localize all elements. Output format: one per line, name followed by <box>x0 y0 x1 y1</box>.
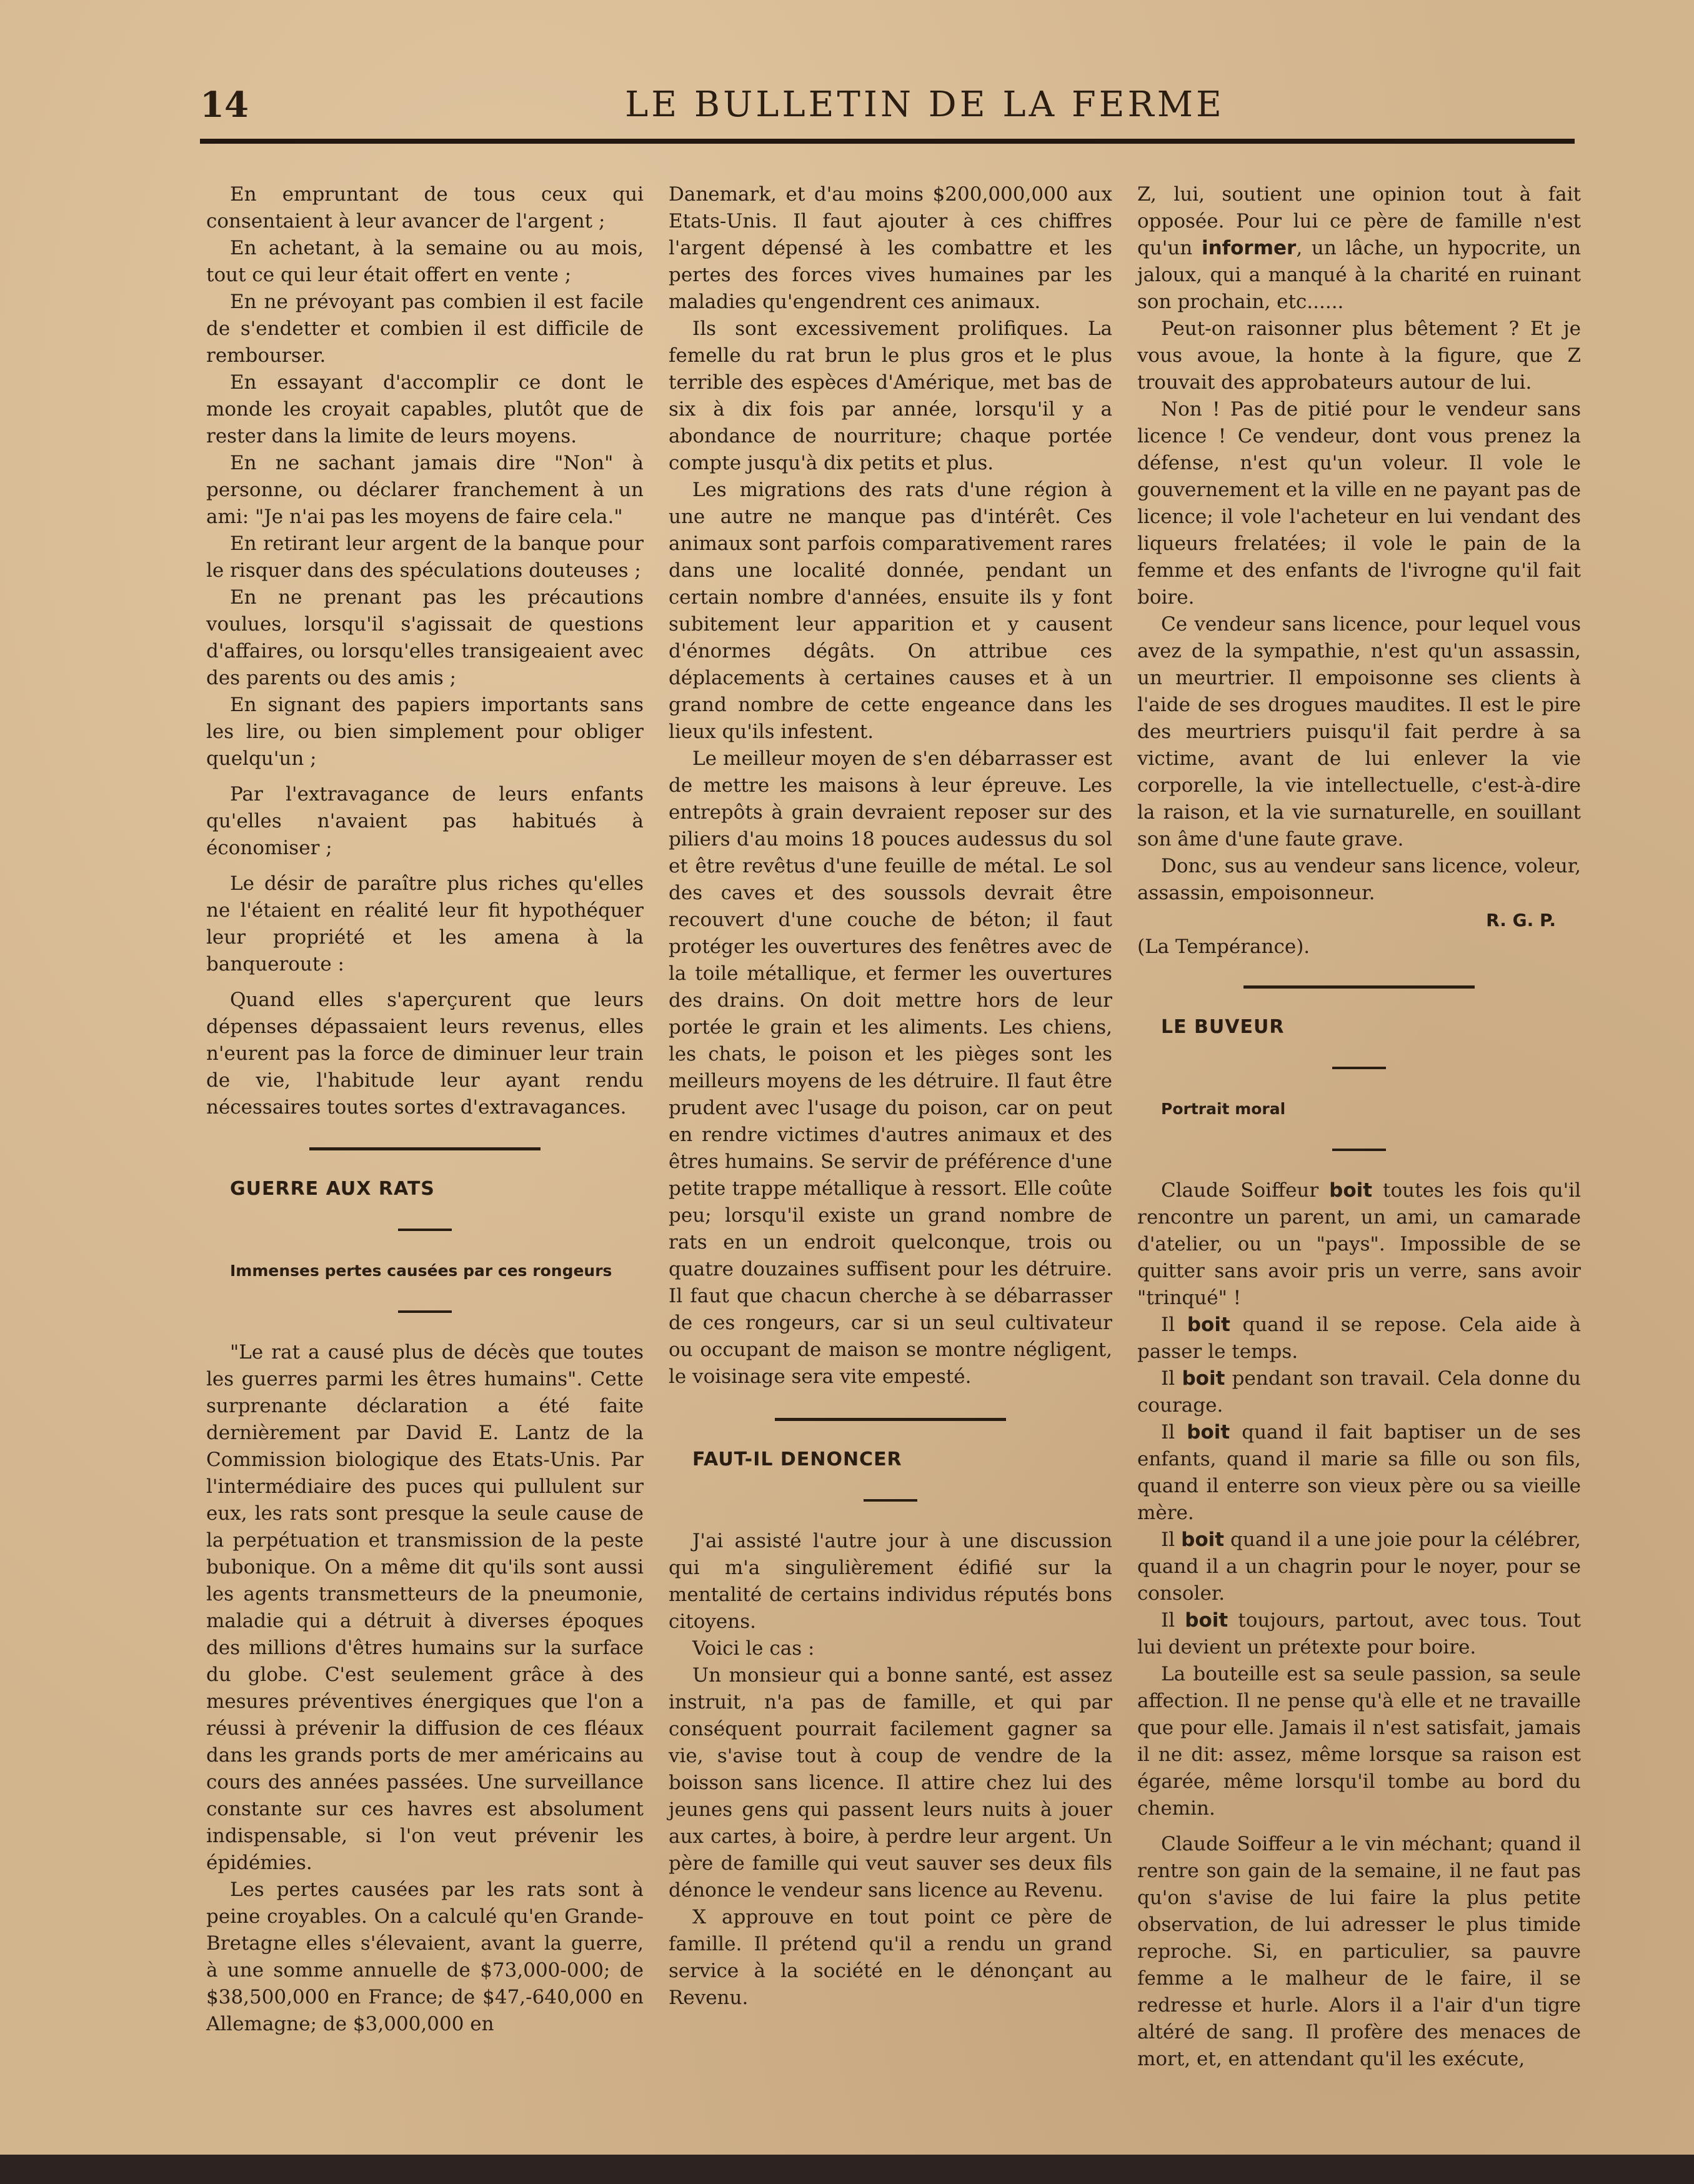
column-left <box>206 181 644 2038</box>
paragraph: En essayant d'accomplir ce dont le monde les croyait capables, plutôt que de rester dans la limite de leurs moyens. <box>206 371 644 447</box>
paragraph: En retirant leur argent de la banque pour le risquer dans des spéculations douteuses ; <box>206 532 644 582</box>
paragraph: Le désir de paraître plus riches qu'elles ne l'étaient en réalité leur fit hypothéquer leur propriété et les amena à la banqueroute : <box>206 872 644 975</box>
paragraph: Danemark, et d'au moins $200,000,000 aux Etats-Unis. Il faut ajouter à ces chiffres l'argent dépensé à les combattre et les pertes des forces vives humaines par les maladies qu'engendrent ces animaux. <box>669 183 1112 313</box>
subtitle-divider <box>398 1310 452 1313</box>
paragraph: Par l'extravagance de leurs enfants qu'elles n'avaient pas habitués à économiser ; <box>206 783 644 859</box>
paragraph: Un monsieur qui a bonne santé, est assez instruit, n'a pas de famille, et qui par conséquent pourrait facilement gagner sa vie, s'avise tout à coup de vendre de la boisson sans licence. Il attire chez lui des jeunes gens qui passent leurs nuits à jouer aux cartes, à boire, à perdre leur argent. Un père de famille qui veut sauver ses deux fils dénonce le vendeur sans licence au Revenu. <box>669 1664 1112 1902</box>
paragraph: Claude Soiffeur a le vin méchant; quand il rentre son gain de la semaine, il ne faut pas qu'on s'avise de lui faire la plus petite observation, de lui adresser le plus timide reproche. Si, en particulier, sa pauvre femme a le malheur de le faire, il se redresse et hurle. Alors il a l'air d'un tigre altéré de sang. Il profère des menaces de mort, et, en attendant qu'il les exécute, <box>1137 1833 1581 2070</box>
title-divider <box>398 1229 452 1231</box>
emphasis: boit <box>1187 1314 1230 1336</box>
text-run: pendant son travail. Cela donne du courage. <box>1137 1367 1582 1417</box>
text-run: Il <box>1161 1314 1187 1336</box>
section-divider <box>1243 985 1475 989</box>
paragraph: La bouteille est sa seule passion, sa seule affection. Il ne pense qu'à elle et ne travaille que pour elle. Jamais il n'est satisfait, jamais il ne dit: assez, même lorsque sa raison est égarée, même lorsqu'il tombe au bord du chemin. <box>1137 1663 1581 1820</box>
paragraph <box>1137 181 1581 316</box>
paragraph: X approuve en tout point ce père de famille. Il prétend qu'il a rendu un grand service à la société en le dénonçant au Revenu. <box>669 1906 1112 2009</box>
paragraph: En ne prévoyant pas combien il est facile de s'endetter et combien il est difficile de rembourser. <box>206 291 644 367</box>
paragraph: En signant des papiers importants sans les lire, ou bien simplement pour obliger quelqu'un ; <box>206 694 644 770</box>
paragraph: Les migrations des rats d'une région à une autre ne manque pas d'intérêt. Ces animaux sont parfois comparativement rares dans une localité donnée, pendant un certain nombre d'années, ensuite ils y font subitement leur apparition et y causent d'énormes dégâts. On attribue ces déplacements à certaines causes et à un grand nombre de cette engeance dans les lieux qu'ils infestent. <box>669 479 1112 743</box>
article-title-buveur: LE BUVEUR <box>1161 1016 1285 1038</box>
paragraph: Ils sont excessivement prolifiques. La femelle du rat brun le plus gros et le plus terrible des espèces d'Amérique, met bas de six à dix fois par année, lorsqu'il y a abondance de nourriture; chaque portée compte jusqu'à dix petits et plus. <box>669 317 1112 474</box>
emphasis: boit <box>1329 1179 1373 1202</box>
paragraph <box>1137 1177 1581 1312</box>
paragraph: En ne sachant jamais dire "Non" à personne, ou déclarer franchement à un ami: "Je n'ai pas les moyens de faire cela." <box>206 452 644 528</box>
page-header <box>200 84 1575 141</box>
paragraph <box>1137 1607 1581 1661</box>
emphasis: boit <box>1182 1367 1225 1390</box>
text-run: quand il a une joie pour la célébrer, quand il a un chagrin pour le noyer, pour se consoler. <box>1137 1528 1581 1605</box>
page-number: 14 <box>200 84 249 126</box>
paragraph <box>1137 1312 1581 1365</box>
column-middle <box>669 181 1112 2012</box>
text-run: Il <box>1161 1528 1182 1551</box>
text-run: toutes les fois qu'il rencontre un parent, un ami, un camarade d'atelier, ou un "pays". Impossible de se quitter sans avoir pris un verre, sans avoir "trinqué" ! <box>1137 1179 1581 1309</box>
paragraph <box>1137 1419 1581 1527</box>
paragraph: J'ai assisté l'autre jour à une discussion qui m'a singulièrement édifié sur la mentalité de certains individus réputés bons citoyens. <box>669 1530 1112 1633</box>
journal-title: LE BULLETIN DE LA FERME <box>625 84 1225 125</box>
paragraph: Voici le cas : <box>692 1637 815 1660</box>
text-run: , un lâche, un hypocrite, un jaloux, qui a manqué à la charité en ruinant son prochain, etc...... <box>1137 237 1581 313</box>
subtitle-divider <box>1332 1149 1386 1151</box>
paragraph: En ne prenant pas les précautions voulues, lorsqu'il s'agissait de questions d'affaires, ou lorsqu'elles transigeaient avec des parents ou des amis ; <box>206 586 644 689</box>
section-divider <box>775 1418 1006 1421</box>
article-subtitle-buveur: Portrait moral <box>1161 1100 1286 1118</box>
header-rule <box>200 139 1575 144</box>
page-bottom-edge <box>0 2155 1694 2184</box>
paragraph: En empruntant de tous ceux qui consentaient à leur avancer de l'argent ; <box>206 183 644 232</box>
text-run: Claude Soiffeur <box>1161 1179 1330 1202</box>
article-title-rats: GUERRE AUX RATS <box>230 1178 435 1200</box>
text-run: quand il fait baptiser un de ses enfants, quand il marie sa fille ou son fils, quand il enterre son vieux père ou sa vieille mère. <box>1137 1421 1582 1524</box>
text-run: toujours, partout, avec tous. Tout lui devient un prétexte pour boire. <box>1137 1609 1581 1658</box>
signature: R. G. P. <box>1486 910 1556 930</box>
article-title-denoncer: FAUT-IL DENONCER <box>692 1449 902 1470</box>
text-run: Z, lui, soutient une opinion tout à fait opposée. Pour lui ce père de famille n'est qu'un <box>1137 183 1581 259</box>
paragraph: Peut-on raisonner plus bêtement ? Et je vous avoue, la honte à la figure, que Z trouvait des approbateurs autour de lui. <box>1137 317 1581 394</box>
section-divider <box>309 1147 541 1150</box>
paragraph <box>1137 1527 1581 1607</box>
emphasis: boit <box>1185 1609 1228 1632</box>
paragraph <box>1137 1365 1581 1419</box>
paragraph: Quand elles s'aperçurent que leurs dépenses dépassaient leurs revenus, elles n'eurent pas la force de diminuer leur train de vie, l'habitude leur ayant rendu nécessaires toutes sortes d'extravagances. <box>206 989 644 1119</box>
paragraph: "Le rat a causé plus de décès que toutes les guerres parmi les êtres humains". Cette surprenante déclaration a été faite dernièrement par David E. Lantz de la Commission biologique des Etats-Unis. Par l'intermédiaire des puces qui pullulent sur eux, les rats sont presque la seule cause de la perpétuation et transmission de la peste bubonique. On a même dit qu'ils sont aussi les agents transmetteurs de la pneumonie, maladie qui a détruit à diverses époques des millions d'êtres humains sur la surface du globe. C'est seulement grâce à des mesures préventives énergiques que l'on a réussi à prévenir la diffusion de ces fléaux dans les grands ports de mer américains au cours des années passées. Une surveillance constante sur ces havres est absolument indispensable, si l'on veut prévenir les épidémies. <box>206 1341 644 1874</box>
emphasis: informer <box>1201 237 1297 259</box>
paragraph: Le meilleur moyen de s'en débarrasser est de mettre les maisons à leur épreuve. Les entrepôts à grain devraient reposer sur des piliers d'au moins 18 pouces audessus du sol et être revêtus d'une feuille de métal. Le sol des caves et des soussols devrait être recouvert d'une couche de béton; il faut protéger les ouvertures des fenêtres avec de la toile métallique, et fermer les ouvertures des drains. On doit mettre hors de leur portée le grain et les aliments. Les chiens, les chats, le poison et les pièges sont les meilleurs moyens de les détruire. Il faut être prudent avec l'usage du poison, car on peut en rendre victimes d'autres animaux et des êtres humains. Se servir de préférence d'une petite trappe métallique à ressort. Elle coûte peu; lorsqu'il existe un grand nombre de rats en un endroit quelconque, trois ou quatre douzaines suffisent pour les détruire. Il faut que chacun cherche à se débarrasser de ces rongeurs, car si un seul cultivateur ou occupant de maison se montre négligent, le voisinage sera vite empesté. <box>669 747 1112 1388</box>
text-run: Il <box>1161 1421 1187 1444</box>
paragraph: Non ! Pas de pitié pour le vendeur sans licence ! Ce vendeur, dont vous prenez la défense, n'est qu'un voleur. Il vole le gouvernement et la ville en ne payant pas de licence; il vole l'acheteur en lui vendant des liqueurs frelatées; il vole le pain de la femme et des enfants de l'ivrogne qu'il fait boire. <box>1137 398 1581 609</box>
paragraph: Les pertes causées par les rats sont à peine croyables. On a calculé qu'en Grande-Bretagne elles s'élevaient, avant la guerre, à une somme annuelle de $73,000-000; de $38,500,000 en France; de $47,-640,000 en Allemagne; de $3,000,000 en <box>206 1878 644 2035</box>
article-subtitle-rats: Immenses pertes causées par ces rongeurs <box>230 1262 612 1280</box>
paragraph: Ce vendeur sans licence, pour lequel vous avez de la sympathie, n'est qu'un assassin, un meurtrier. Il empoisonne ses clients à l'aide de ses drogues maudites. Il est le pire des meurtriers puisqu'il fait perdre à sa victime, avant de lui enlever la vie corporelle, la vie intellectuelle, c'est-à-dire la raison, et la vie surnaturelle, en souillant son âme d'une faute grave. <box>1137 613 1581 850</box>
text-run: Il <box>1161 1609 1185 1632</box>
source-citation: (La Tempérance). <box>1137 935 1310 958</box>
text-run: quand il se repose. Cela aide à passer le temps. <box>1137 1314 1581 1363</box>
title-divider <box>1332 1067 1386 1069</box>
paragraph: En achetant, à la semaine ou au mois, tout ce qui leur était offert en vente ; <box>206 237 644 286</box>
paragraph: Donc, sus au vendeur sans licence, voleur, assassin, empoisonneur. <box>1137 855 1581 904</box>
emphasis: boit <box>1181 1528 1225 1551</box>
title-divider <box>864 1499 917 1502</box>
emphasis: boit <box>1187 1421 1230 1444</box>
text-run: Il <box>1161 1367 1182 1390</box>
column-right <box>1137 181 1581 2073</box>
